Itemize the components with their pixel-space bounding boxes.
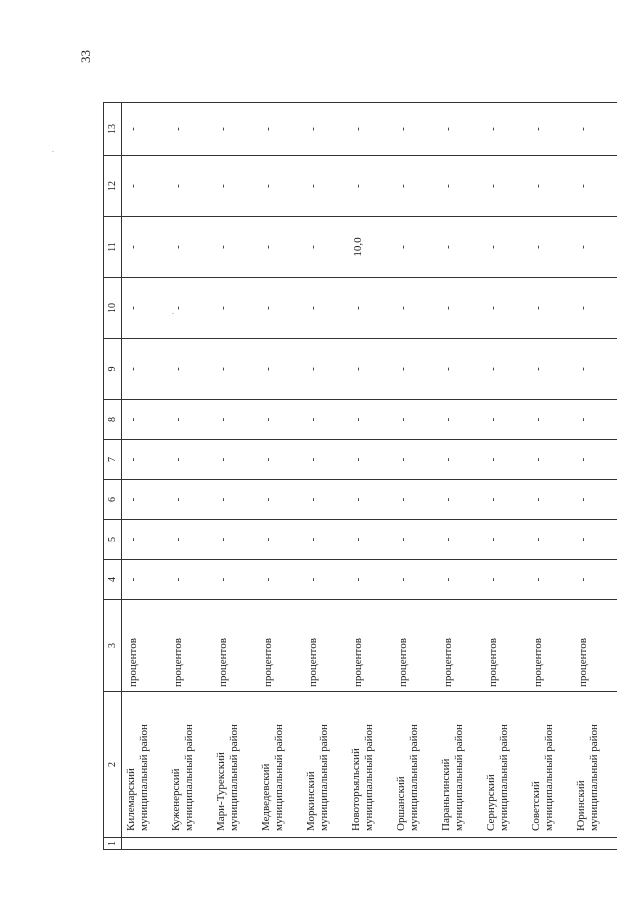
value-cell: - [212,400,257,440]
row-index-cell [257,838,302,850]
value-cell: - [257,440,302,480]
value-cell: - [572,560,617,600]
district-name: Медведевский [260,763,272,831]
value-cell: - [302,440,347,480]
value-cell: - [347,339,392,400]
value-cell: - [572,278,617,339]
value-cell: - [302,217,347,278]
value-cell: - [167,217,212,278]
district-name: Новоторъяльский [350,748,362,831]
district-name-cell [347,692,392,838]
value-cell: - [437,278,482,339]
value-cell: - [392,480,437,520]
value-cell: - [527,560,572,600]
value-cell: - [257,217,302,278]
value-cell: - [527,520,572,560]
value-cell: - [347,278,392,339]
column-header: 1 [104,838,122,850]
value-cell: - [167,480,212,520]
value-cell: - [302,400,347,440]
value-cell: - [482,440,527,480]
value-cell: - [122,520,168,560]
row-index-cell [572,838,617,850]
column-header: 12 [104,156,122,217]
value-cell: - [212,103,257,156]
district-name: Сернурский [485,774,497,831]
row-index-cell [527,838,572,850]
value-cell: - [392,440,437,480]
district-name: Советский [530,781,542,831]
value-cell: 10,0 [347,217,392,278]
district-name: Юринский [575,780,587,831]
value-cell: - [122,400,168,440]
column-header: 7 [104,440,122,480]
value-cell: - [212,520,257,560]
value-cell: - [347,440,392,480]
value-cell: - [527,278,572,339]
value-cell: - [527,440,572,480]
district-name-cell [482,692,527,838]
unit-cell: процентов [212,600,257,692]
district-type: муниципальный район [453,724,465,831]
value-cell: - [482,339,527,400]
table-row [572,103,617,850]
value-cell: - [482,278,527,339]
district-name-cell [527,692,572,838]
value-cell: - [572,520,617,560]
table-row [122,103,168,850]
value-cell: - [482,217,527,278]
table-row [212,103,257,850]
district-name: Оршанский [395,776,407,831]
column-header: 6 [104,480,122,520]
value-cell: - [572,440,617,480]
row-index-cell [347,838,392,850]
value-cell: - [437,217,482,278]
value-cell: - [347,156,392,217]
data-table [103,102,617,850]
district-name: Моркинский [305,771,317,831]
value-cell: - [572,156,617,217]
district-name: Килемарский [125,768,137,831]
value-cell: - [572,339,617,400]
unit-cell: процентов [347,600,392,692]
district-type: муниципальный район [363,724,375,831]
column-header: 8 [104,400,122,440]
value-cell: - [527,103,572,156]
value-cell: - [167,156,212,217]
unit-cell: процентов [302,600,347,692]
value-cell: - [482,400,527,440]
unit-cell: процентов [437,600,482,692]
value-cell: - [437,103,482,156]
value-cell: - [527,480,572,520]
value-cell: - [572,217,617,278]
table-row [302,103,347,850]
district-name-cell [257,692,302,838]
value-cell: - [122,560,168,600]
district-name: Куженерский [170,768,182,831]
value-cell: - [392,339,437,400]
row-index-cell [212,838,257,850]
district-type: муниципальный район [183,724,195,831]
page-number: 33 [78,50,93,63]
row-index-cell [482,838,527,850]
value-cell: - [347,560,392,600]
value-cell: - [482,480,527,520]
value-cell: - [392,520,437,560]
value-cell: - [122,156,168,217]
table-row [167,103,212,850]
value-cell: - [257,156,302,217]
value-cell: - [302,156,347,217]
district-name-cell [437,692,482,838]
value-cell: - [167,560,212,600]
district-type: муниципальный район [228,724,240,831]
value-cell: - [482,156,527,217]
value-cell: - [167,520,212,560]
value-cell: - [347,400,392,440]
value-cell: - [122,103,168,156]
value-cell: - [167,440,212,480]
scan-speck: · [48,150,58,153]
value-cell: - [257,103,302,156]
value-cell: - [392,400,437,440]
value-cell: - [437,520,482,560]
scan-speck: · [168,312,178,315]
value-cell: - [572,103,617,156]
value-cell: - [167,400,212,440]
unit-cell: процентов [257,600,302,692]
column-header: 5 [104,520,122,560]
value-cell: - [257,560,302,600]
value-cell: - [257,339,302,400]
value-cell: - [167,103,212,156]
district-type: муниципальный район [408,724,420,831]
row-index-cell [122,838,168,850]
district-name-cell [122,692,168,838]
row-index-cell [167,838,212,850]
value-cell: - [527,156,572,217]
district-name-cell [302,692,347,838]
value-cell: - [212,278,257,339]
value-cell: - [302,520,347,560]
table-row [392,103,437,850]
column-header: 9 [104,339,122,400]
value-cell: - [257,278,302,339]
value-cell: - [122,217,168,278]
value-cell: - [392,103,437,156]
value-cell: - [302,560,347,600]
value-cell: - [302,480,347,520]
row-index-cell [302,838,347,850]
value-cell: - [527,400,572,440]
value-cell: - [437,339,482,400]
value-cell: - [347,103,392,156]
value-cell: - [167,339,212,400]
value-cell: - [392,217,437,278]
value-cell: - [167,278,212,339]
district-name: Параньгинский [440,758,452,831]
district-type: муниципальный район [588,724,600,831]
value-cell: - [122,480,168,520]
district-name-cell [392,692,437,838]
value-cell: - [212,339,257,400]
value-cell: - [437,480,482,520]
value-cell: - [392,278,437,339]
value-cell: - [437,400,482,440]
table-row [527,103,572,850]
value-cell: - [392,560,437,600]
value-cell: - [437,560,482,600]
district-type: муниципальный район [138,724,150,831]
district-name-cell [572,692,617,838]
value-cell: - [482,103,527,156]
value-cell: - [122,339,168,400]
column-header: 11 [104,217,122,278]
column-header: 3 [104,600,122,692]
district-name-cell [167,692,212,838]
table-row [482,103,527,850]
value-cell: - [302,103,347,156]
table-row [437,103,482,850]
value-cell: - [527,217,572,278]
unit-cell: процентов [167,600,212,692]
table-row [347,103,392,850]
value-cell: - [212,217,257,278]
unit-cell: процентов [122,600,168,692]
value-cell: - [527,339,572,400]
value-cell: - [347,520,392,560]
unit-cell: процентов [482,600,527,692]
table-row [257,103,302,850]
value-cell: - [257,400,302,440]
table-body [122,103,618,850]
value-cell: - [302,339,347,400]
value-cell: - [572,480,617,520]
column-header: 13 [104,103,122,156]
value-cell: - [122,278,168,339]
value-cell: - [212,480,257,520]
value-cell: - [257,480,302,520]
value-cell: - [257,520,302,560]
unit-cell: процентов [527,600,572,692]
row-index-cell [392,838,437,850]
district-type: муниципальный район [318,724,330,831]
district-name: Мари-Турекский [215,752,227,831]
district-type: муниципальный район [498,724,510,831]
district-type: муниципальный район [543,724,555,831]
column-header: 4 [104,560,122,600]
row-index-cell [437,838,482,850]
value-cell: - [347,480,392,520]
unit-cell: процентов [572,600,617,692]
column-header: 2 [104,692,122,838]
value-cell: - [302,278,347,339]
value-cell: - [437,156,482,217]
district-name-cell [212,692,257,838]
value-cell: - [212,156,257,217]
value-cell: - [482,560,527,600]
column-header: 10 [104,278,122,339]
value-cell: - [572,400,617,440]
value-cell: - [437,440,482,480]
value-cell: - [122,440,168,480]
value-cell: - [482,520,527,560]
column-number-row [104,103,122,850]
value-cell: - [212,440,257,480]
district-type: муниципальный район [273,724,285,831]
value-cell: - [212,560,257,600]
unit-cell: процентов [392,600,437,692]
value-cell: - [392,156,437,217]
